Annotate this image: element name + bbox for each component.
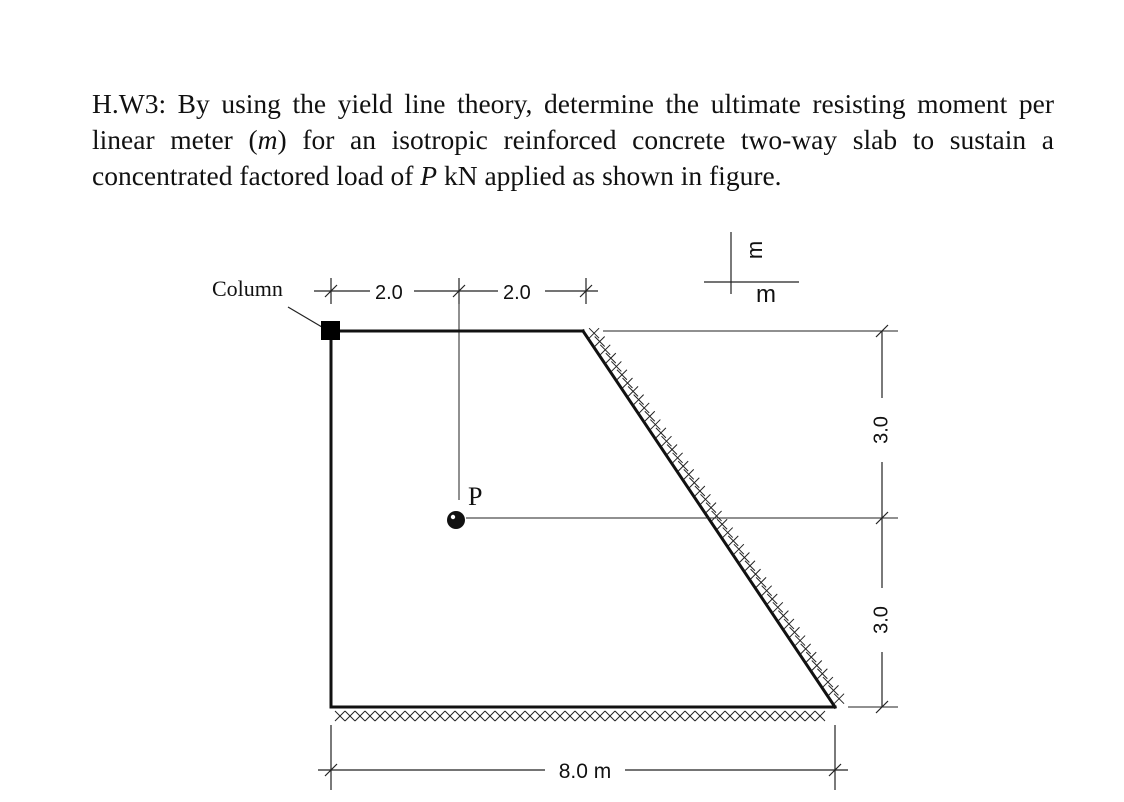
bottom-dim-label: 8.0 m bbox=[558, 760, 612, 783]
moment-symbol: m bbox=[257, 124, 278, 155]
moment-label-top: m bbox=[741, 240, 767, 260]
top-dim-label-2: 2.0 bbox=[503, 282, 531, 304]
inclined-support-hatching bbox=[589, 328, 844, 704]
extension-lines bbox=[466, 331, 898, 707]
right-dimension bbox=[876, 325, 888, 713]
top-dim-label-1: 2.0 bbox=[375, 282, 403, 304]
column-label: Column bbox=[212, 276, 283, 301]
inclined-edge bbox=[583, 331, 835, 707]
right-dim-label-upper: 3.0 bbox=[870, 416, 893, 444]
load-label: P bbox=[468, 482, 483, 511]
problem-end: kN applied as shown in figure. bbox=[437, 160, 782, 191]
load-point-highlight bbox=[451, 515, 455, 519]
load-symbol: P bbox=[420, 160, 438, 191]
problem-intro: H.W3: By using the yield line theory, determine the ultimate resisting moment per linear meter ( bbox=[92, 88, 1054, 155]
moment-label-right: m bbox=[756, 281, 776, 308]
right-dim-label-lower: 3.0 bbox=[870, 606, 893, 634]
column-square bbox=[321, 321, 340, 340]
top-dimension bbox=[314, 278, 598, 304]
slab-outline bbox=[331, 331, 835, 707]
load-point-marker bbox=[447, 511, 465, 529]
bottom-support-hatching bbox=[335, 711, 825, 721]
problem-middle: ) for an isotropic reinforced concrete two-way slab to sustain a concentrated factored load of bbox=[92, 124, 1055, 191]
